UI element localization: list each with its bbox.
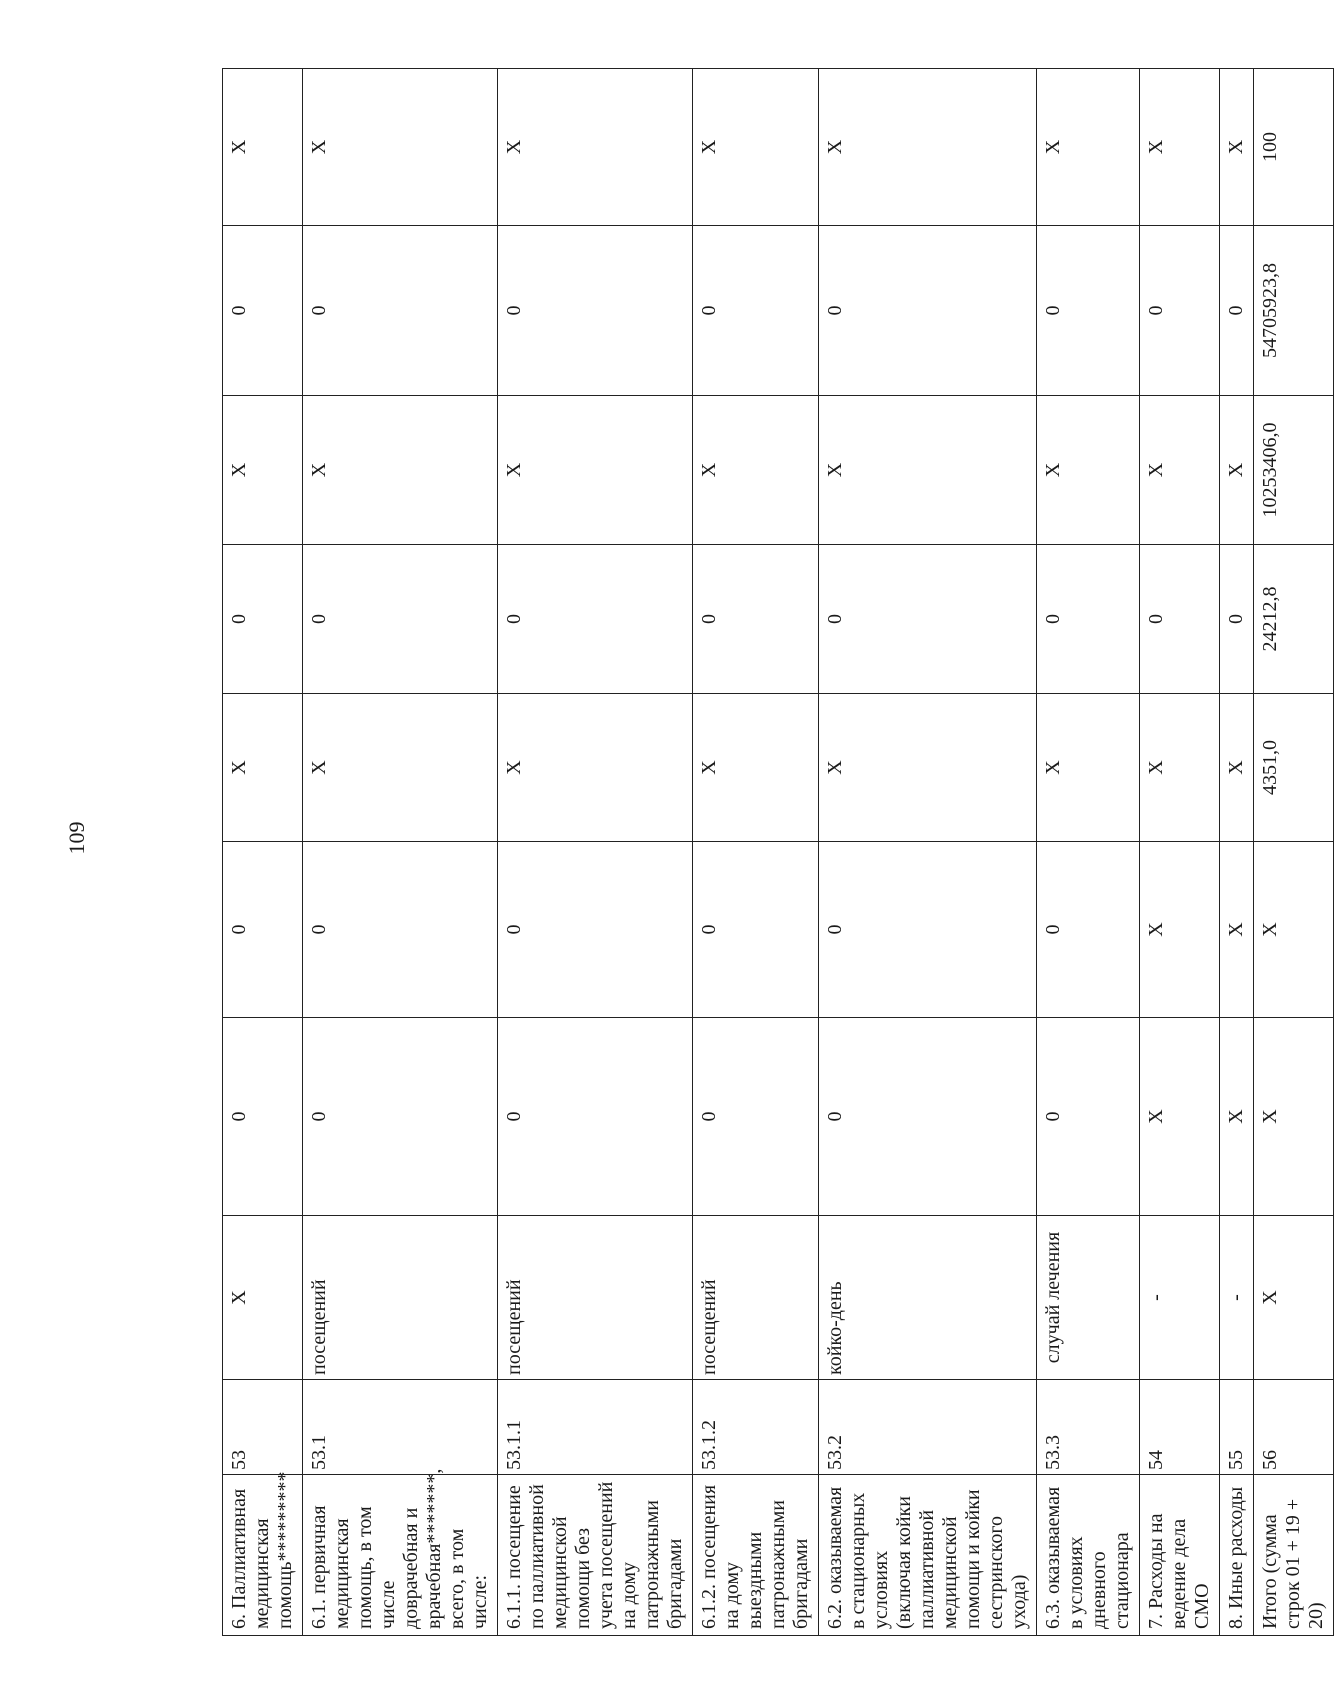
row-cell: Х <box>1139 395 1219 544</box>
row-cell: Х <box>1219 1017 1253 1215</box>
row-cell: Х <box>1253 841 1333 1017</box>
row-name: 6.1.2. посещения на дому выездными патронажными бригадами <box>692 1474 818 1635</box>
row-cell: Х <box>497 693 692 841</box>
row-cell: 0 <box>497 544 692 693</box>
row-code: 53 <box>222 1379 302 1474</box>
row-cell: 0 <box>1219 225 1253 395</box>
row-unit: случай лечения <box>1036 1215 1139 1379</box>
row-unit: посещений <box>692 1215 818 1379</box>
row-cell: 0 <box>222 841 302 1017</box>
row-cell: Х <box>1219 68 1253 225</box>
row-name: Итого (сумма строк 01 + 19 + 20) <box>1253 1474 1333 1635</box>
row-cell: Х <box>1219 841 1253 1017</box>
row-cell: Х <box>1036 693 1139 841</box>
row-cell: Х <box>692 395 818 544</box>
table-row <box>302 68 497 1635</box>
row-cell: Х <box>1139 841 1219 1017</box>
row-cell: 0 <box>302 841 497 1017</box>
row-cell: 0 <box>222 1017 302 1215</box>
row-name: 6.1.1. посещение по паллиативной медицинской помощи без учета посещений на дому патронажными бригадами <box>497 1474 692 1635</box>
row-cell: Х <box>818 693 1036 841</box>
row-cell: 0 <box>818 225 1036 395</box>
row-cell: 0 <box>1036 841 1139 1017</box>
row-cell: Х <box>222 395 302 544</box>
table-row <box>1253 68 1333 1635</box>
row-cell: 0 <box>692 1017 818 1215</box>
row-cell: Х <box>692 693 818 841</box>
row-name: 6.2. оказываемая в стационарных условиях (включая койки паллиативной медицинской помощи и койки сестринского ухода) <box>818 1474 1036 1635</box>
row-code: 53.3 <box>1036 1379 1139 1474</box>
row-cell: Х <box>497 68 692 225</box>
row-cell: Х <box>1139 693 1219 841</box>
row-code: 55 <box>1219 1379 1253 1474</box>
row-cell: Х <box>302 693 497 841</box>
row-cell: Х <box>222 693 302 841</box>
row-cell: 0 <box>1139 225 1219 395</box>
row-cell: Х <box>222 68 302 225</box>
row-cell: 24212,8 <box>1253 544 1333 693</box>
row-cell: Х <box>1139 68 1219 225</box>
row-cell: 0 <box>1036 225 1139 395</box>
row-code: 53.2 <box>818 1379 1036 1474</box>
row-cell: 0 <box>1036 1017 1139 1215</box>
row-cell: 100 <box>1253 68 1333 225</box>
row-cell: 0 <box>302 225 497 395</box>
row-name: 6. Паллиативная медицинская помощь********* <box>222 1474 302 1635</box>
table-row <box>1219 68 1253 1635</box>
table-row <box>222 68 302 1635</box>
table-container <box>222 69 1327 1636</box>
row-unit: - <box>1139 1215 1219 1379</box>
financial-table <box>222 68 1334 1636</box>
row-cell: Х <box>497 395 692 544</box>
row-unit: посещений <box>497 1215 692 1379</box>
page-number: 109 <box>64 821 89 855</box>
row-code: 54 <box>1139 1379 1219 1474</box>
table-row <box>1036 68 1139 1635</box>
row-cell: Х <box>302 68 497 225</box>
row-name: 6.1. первичная медицинская помощь, в том числе доврачебная и врачебная*******, всего, в том числе: <box>302 1474 497 1635</box>
row-cell: Х <box>1036 395 1139 544</box>
row-cell: 10253406,0 <box>1253 395 1333 544</box>
row-cell: 0 <box>302 544 497 693</box>
row-cell: 0 <box>692 544 818 693</box>
row-cell: Х <box>818 68 1036 225</box>
row-cell: 0 <box>222 544 302 693</box>
row-cell: 0 <box>302 1017 497 1215</box>
row-code: 53.1 <box>302 1379 497 1474</box>
table-row <box>692 68 818 1635</box>
row-cell: Х <box>692 68 818 225</box>
row-cell: 0 <box>1219 544 1253 693</box>
row-cell: 0 <box>497 225 692 395</box>
table-row <box>818 68 1036 1635</box>
row-name: 7. Расходы на ведение дела СМО <box>1139 1474 1219 1635</box>
row-cell: Х <box>1219 693 1253 841</box>
row-code: 53.1.2 <box>692 1379 818 1474</box>
row-cell: Х <box>302 395 497 544</box>
row-name: 8. Иные расходы <box>1219 1474 1253 1635</box>
table-row <box>1139 68 1219 1635</box>
row-code: 53.1.1 <box>497 1379 692 1474</box>
row-cell: 0 <box>692 225 818 395</box>
row-unit: Х <box>222 1215 302 1379</box>
row-code: 56 <box>1253 1379 1333 1474</box>
row-unit: Х <box>1253 1215 1333 1379</box>
row-cell: 0 <box>1036 544 1139 693</box>
row-cell: Х <box>1253 1017 1333 1215</box>
table-row <box>497 68 692 1635</box>
row-cell: 0 <box>497 1017 692 1215</box>
row-cell: Х <box>1139 1017 1219 1215</box>
row-cell: 0 <box>497 841 692 1017</box>
row-cell: Х <box>818 395 1036 544</box>
row-cell: 0 <box>818 1017 1036 1215</box>
row-cell: 4351,0 <box>1253 693 1333 841</box>
row-cell: 0 <box>818 841 1036 1017</box>
row-cell: 0 <box>818 544 1036 693</box>
row-cell: Х <box>1219 395 1253 544</box>
row-unit: койко-день <box>818 1215 1036 1379</box>
row-cell: 54705923,8 <box>1253 225 1333 395</box>
row-cell: 0 <box>222 225 302 395</box>
row-cell: 0 <box>1139 544 1219 693</box>
row-unit: - <box>1219 1215 1253 1379</box>
row-name: 6.3. оказываемая в условиях дневного стационара <box>1036 1474 1139 1635</box>
row-cell: 0 <box>692 841 818 1017</box>
row-unit: посещений <box>302 1215 497 1379</box>
row-cell: Х <box>1036 68 1139 225</box>
